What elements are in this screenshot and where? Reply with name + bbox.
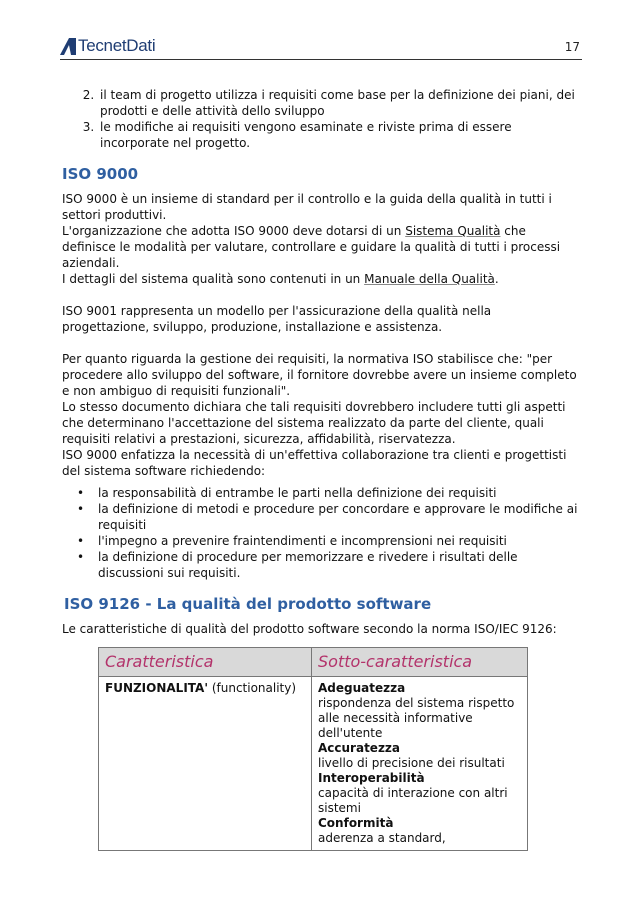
tecnetdati-logo [60,36,155,56]
column-header-sotto-caratteristica: Sotto-caratteristica [312,648,528,677]
link-manuale-qualita[interactable]: Manuale della Qualità [364,272,495,286]
table-row [99,677,528,851]
logo-text: TecnetDati [78,36,156,55]
link-sistema-qualita[interactable]: Sistema Qualità [405,224,501,238]
sub-name: Adeguatezza [318,681,406,695]
page-header [60,36,582,58]
characteristic-translation: (functionality) [208,681,297,695]
text-span: ISO 9000 enfatizza la necessità di un'effettiva collaborazione tra clienti e progettisti del sistema software richiedendo: [62,448,567,478]
text-span: . [494,272,499,286]
paragraph-iso9126-intro: Le caratteristiche di qualità del prodotto software secondo la norma ISO/IEC 9126: [62,622,557,636]
table-header-row [99,648,528,677]
header-rule [60,59,582,60]
sub-desc: livello di precisione dei risultati [318,756,505,770]
text-span: Lo stesso documento dichiara che tali requisiti dovrebbero includere tutti gli aspetti che determinano l'accettazione del sistema realizzato da parte del cliente, quali requisiti relativi a prestazioni, sicurezza, affidabilità, riservatezza. [62,400,566,446]
sub-name: Accuratezza [318,741,401,755]
text-span: ISO 9000 è un insieme di standard per il controllo e la guida della qualità in tutti i settori produttivi. [62,192,552,222]
text-span: I dettagli del sistema qualità sono contenuti in un [62,272,365,286]
bullet-item: • l'impegno a prevenire fraintendimenti e incomprensioni nei requisiti [98,533,582,549]
cell-sotto-caratteristiche [312,677,528,851]
sub-name: Interoperabilità [318,771,425,785]
characteristic-name: FUNZIONALITA' [105,681,209,695]
bullet-item: • la definizione di metodi e procedure per concordare e approvare le modifiche ai requisiti [98,501,582,533]
column-header-caratteristica: Caratteristica [99,648,312,677]
sub-desc: rispondenza del sistema rispetto alle necessità informative dell'utente [318,696,515,740]
text-span: L'organizzazione che adotta ISO 9000 deve dotarsi di un [62,224,406,238]
sub-desc: capacità di interazione con altri sistemi [318,786,508,815]
text-span: Per quanto riguarda la gestione dei requisiti, la normativa ISO stabilisce che: "per procedere allo sviluppo del software, il fornitore dovrebbe avere un insieme completo e non ambiguo di requisiti funzionali". [62,352,577,398]
bullet-item: • la definizione di procedure per memorizzare e rivedere i risultati delle discussioni sui requisiti. [98,549,582,581]
sub-desc: aderenza a standard, [318,831,446,845]
bullet-item: • la responsabilità di entrambe le parti nella definizione dei requisiti [98,485,582,501]
section-heading-iso9126: ISO 9126 - La qualità del prodotto software [64,595,432,613]
section-heading-iso9000: ISO 9000 [62,165,139,183]
sub-name: Conformità [318,816,394,830]
quality-table [98,647,528,851]
requirements-list [62,87,582,151]
logo-triangle-icon [60,38,76,55]
paragraph-iso9001: ISO 9001 rappresenta un modello per l'assicurazione della qualità nella progettazione, sviluppo, produzione, installazione e assistenza. [62,304,492,334]
page-content [62,87,582,851]
list-item: 3. le modifiche ai requisiti vengono esaminate e riviste prima di essere incorporate nel progetto. [98,119,582,151]
page-number: 17 [564,40,580,54]
iso-bullet-list [62,485,582,581]
text-span: che definisce le modalità per valutare, controllare e guidare la qualità di tutti i processi aziendali. [62,224,561,270]
paragraph-iso9000-intro [62,191,582,287]
list-item: 2. il team di progetto utilizza i requisiti come base per la definizione dei piani, dei prodotti e delle attività dello sviluppo [98,87,582,119]
paragraph-requirements [62,351,582,479]
cell-caratteristica [99,677,312,851]
